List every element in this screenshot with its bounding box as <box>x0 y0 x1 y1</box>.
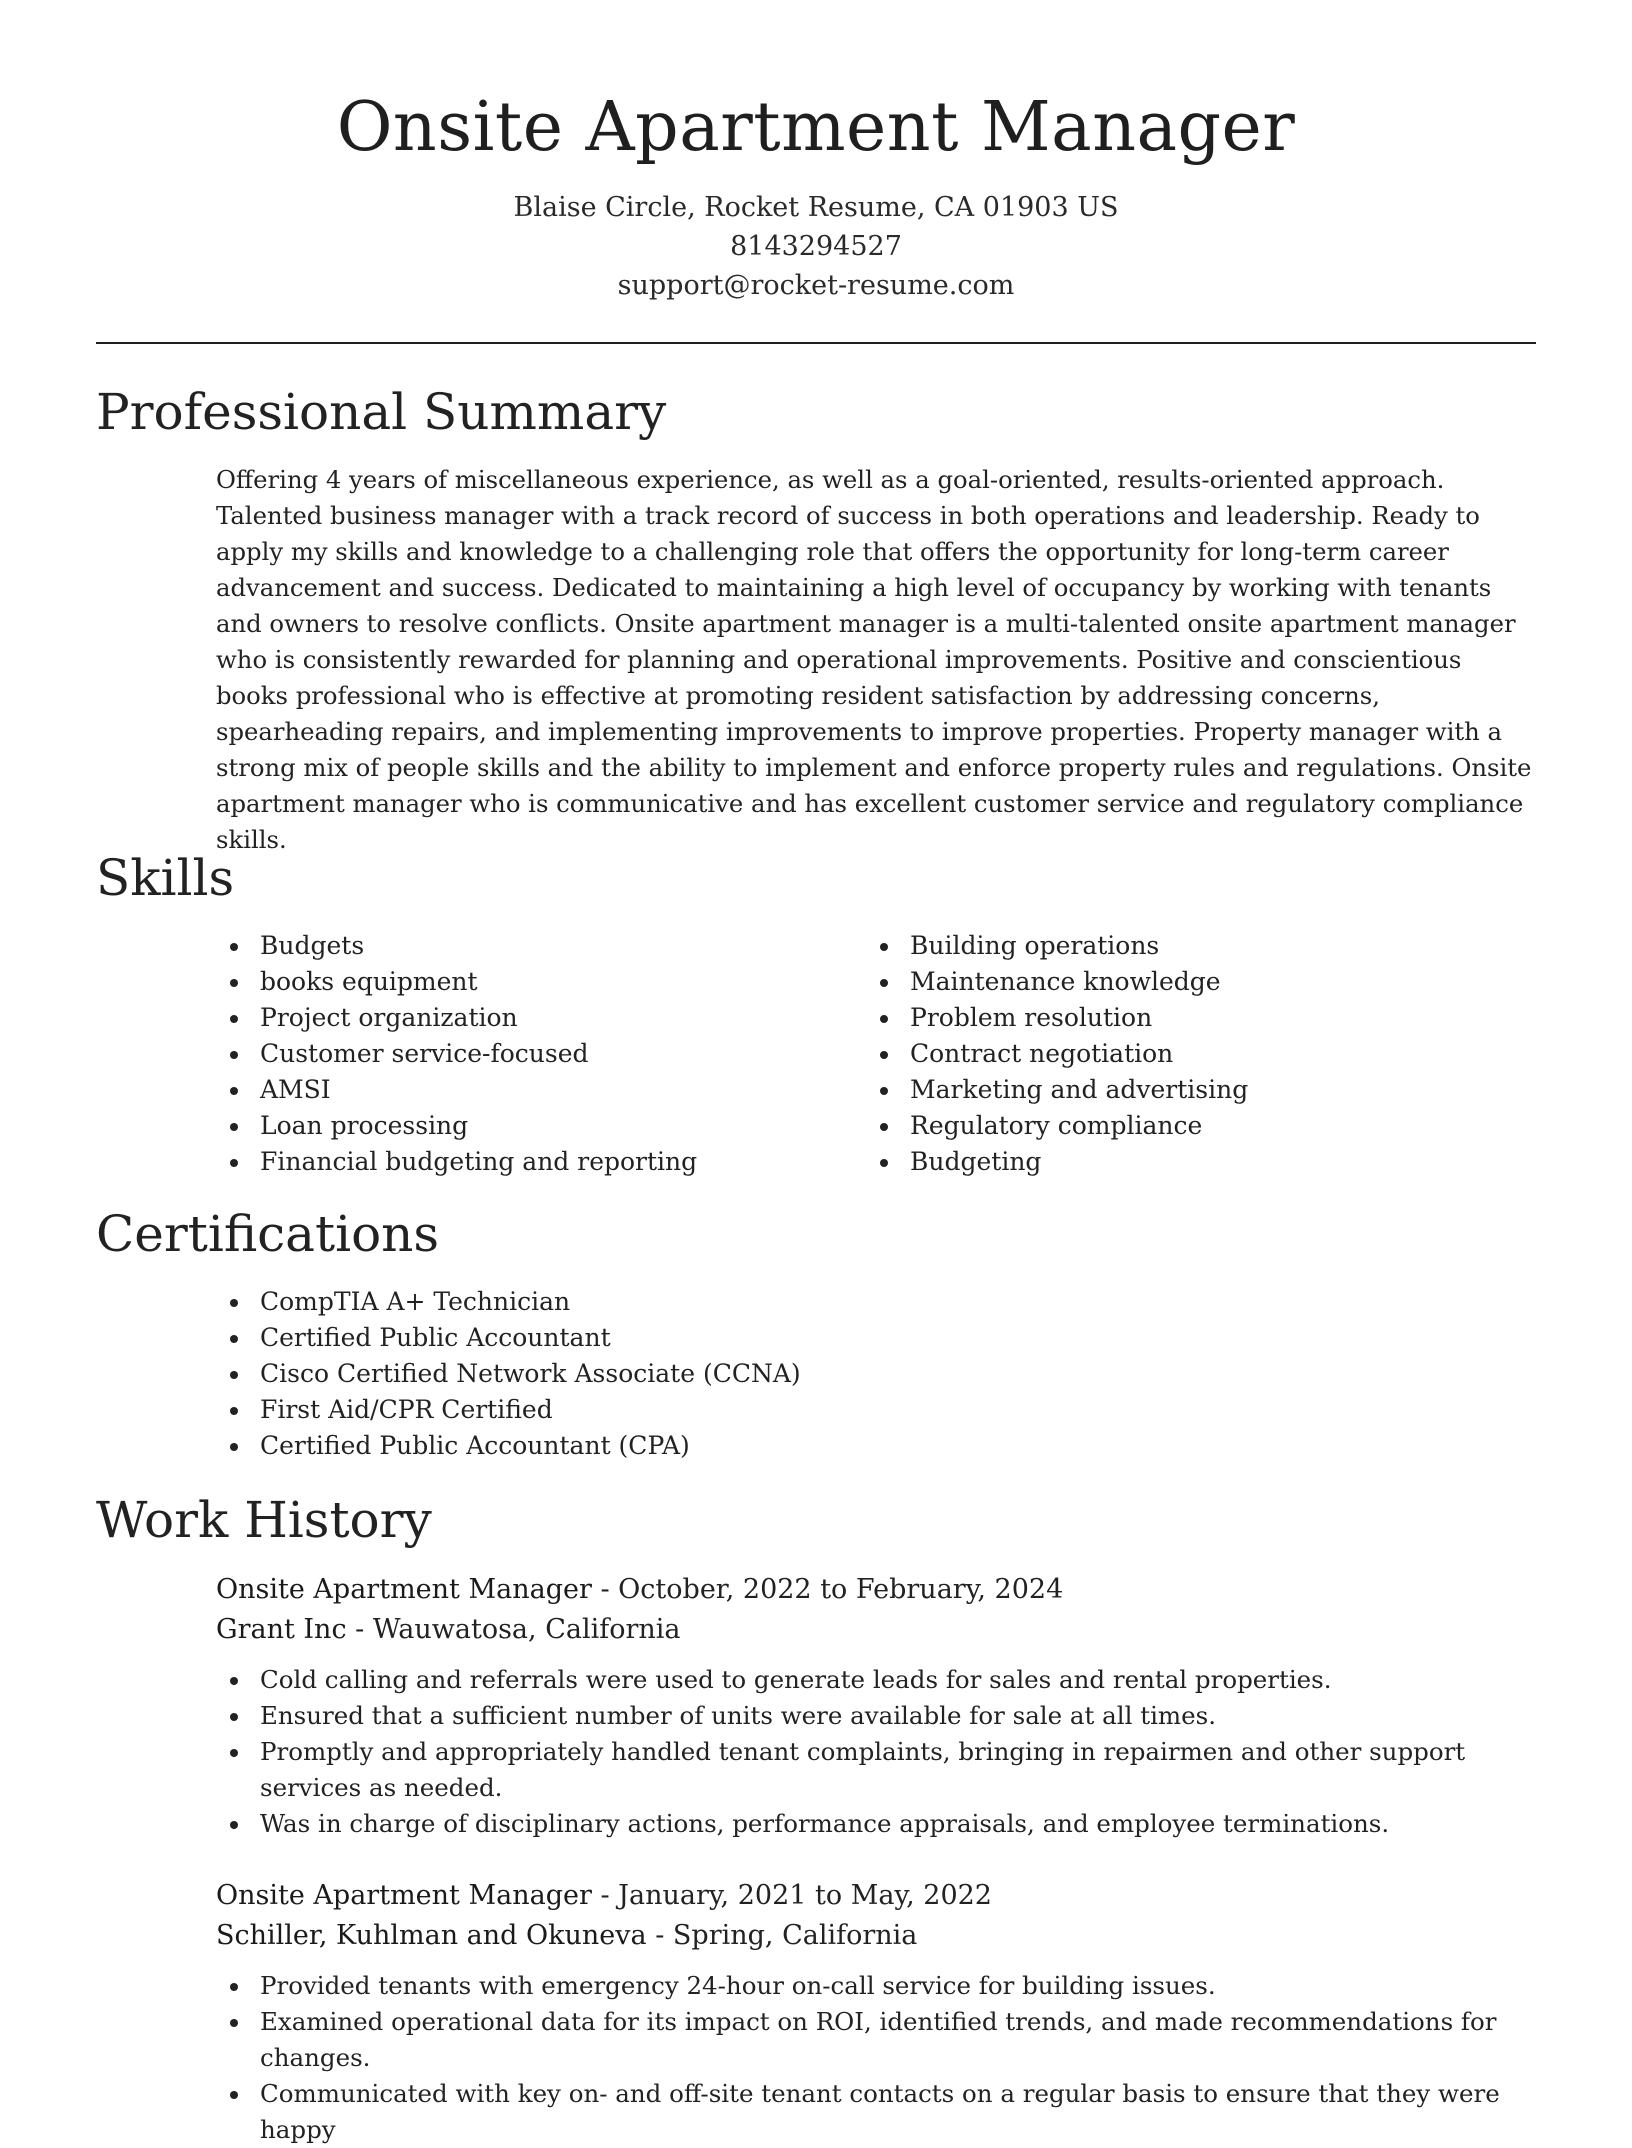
skill-item: Customer service-focused <box>216 1036 816 1072</box>
job-bullet: Communicated with key on- and off-site tenant contacts on a regular basis to ensure that they were happy <box>216 2076 1536 2148</box>
summary-text: Offering 4 years of miscellaneous experience, as well as a goal-oriented, results-oriented approach. Talented business manager with a track record of success in both operations and leadership. Ready to apply my skills and knowledge to a challenging role that offers the opportunity for long-term career advancement and success. Dedicated to maintaining a high level of occupancy by working with tenants and owners to resolve conflicts. Onsite apartment manager is a multi-talented onsite apartment manager who is consistently rewarded for planning and operational improvements. Positive and conscientious books professional who is effective at promoting resident satisfaction by addressing concerns, spearheading repairs, and implementing improvements to improve properties. Property manager with a strong mix of people skills and the ability to implement and enforce property rules and regulations. Onsite apartment manager who is communicative and has excellent customer service and regulatory compliance skills. <box>216 465 1532 854</box>
job-entry <box>216 1876 1536 2148</box>
certification-item: CompTIA A+ Technician <box>216 1284 1116 1320</box>
certification-item: First Aid/CPR Certified <box>216 1392 1116 1428</box>
job-dates: January, 2021 to May, 2022 <box>618 1880 992 1911</box>
job-company: Grant Inc <box>216 1614 347 1645</box>
job-bullet: Promptly and appropriately handled tenant complaints, bringing in repairmen and other support services as needed. <box>216 1734 1536 1806</box>
job-location: Wauwatosa, California <box>372 1614 681 1645</box>
job-location: Spring, California <box>672 1920 918 1951</box>
job-bullet: Cold calling and referrals were used to generate leads for sales and rental properties. <box>216 1662 1536 1698</box>
work-history-heading: Work History <box>96 1491 432 1549</box>
contact-email: support@rocket-resume.com <box>617 270 1015 301</box>
job-title-line: Onsite Apartment Manager - October, 2022 to February, 2024 <box>216 1574 1064 1605</box>
skill-item: Budgeting <box>866 1144 1466 1180</box>
job-bullet: Was in charge of disciplinary actions, performance appraisals, and employee terminations. <box>216 1806 1536 1842</box>
certification-item: Cisco Certified Network Associate (CCNA) <box>216 1356 1116 1392</box>
job-company-line: Grant Inc - Wauwatosa, California <box>216 1614 681 1645</box>
summary-heading: Professional Summary <box>96 383 667 441</box>
skill-item: Contract negotiation <box>866 1036 1466 1072</box>
job-company-line: Schiller, Kuhlman and Okuneva - Spring, California <box>216 1920 918 1951</box>
skill-item: AMSI <box>216 1072 816 1108</box>
contact-info <box>0 188 1632 305</box>
certification-item: Certified Public Accountant <box>216 1320 1116 1356</box>
job-bullet: Provided tenants with emergency 24-hour on-call service for building issues. <box>216 1968 1536 2004</box>
job-role: Onsite Apartment Manager <box>216 1574 592 1605</box>
skill-item: Financial budgeting and reporting <box>216 1144 816 1180</box>
skill-item: Project organization <box>216 1000 816 1036</box>
contact-phone: 8143294527 <box>730 231 902 262</box>
skill-item: Maintenance knowledge <box>866 964 1466 1000</box>
skill-item: books equipment <box>216 964 816 1000</box>
job-bullets <box>216 1968 1536 2148</box>
certification-item: Certified Public Accountant (CPA) <box>216 1428 1116 1464</box>
skills-list-left <box>216 928 816 1180</box>
resume-header <box>0 88 1632 305</box>
header-divider <box>96 342 1536 344</box>
certifications-heading: Certifications <box>96 1205 440 1263</box>
skill-item: Marketing and advertising <box>866 1072 1466 1108</box>
certifications-list <box>216 1284 1116 1464</box>
skill-item: Loan processing <box>216 1108 816 1144</box>
skill-item: Regulatory compliance <box>866 1108 1466 1144</box>
job-bullets <box>216 1662 1536 1842</box>
job-company: Schiller, Kuhlman and Okuneva <box>216 1920 647 1951</box>
job-bullet: Examined operational data for its impact on ROI, identified trends, and made recommendations for changes. <box>216 2004 1536 2076</box>
skill-item: Problem resolution <box>866 1000 1466 1036</box>
job-bullet: Ensured that a sufficient number of units were available for sale at all times. <box>216 1698 1536 1734</box>
candidate-title: Onsite Apartment Manager <box>336 88 1296 167</box>
skill-item: Building operations <box>866 928 1466 964</box>
job-entry <box>216 1570 1536 1842</box>
job-dates: October, 2022 to February, 2024 <box>618 1574 1064 1605</box>
skills-heading: Skills <box>96 849 235 907</box>
job-title-line: Onsite Apartment Manager - January, 2021 to May, 2022 <box>216 1880 992 1911</box>
skills-list-right <box>866 928 1466 1180</box>
contact-address: Blaise Circle, Rocket Resume, CA 01903 US <box>513 192 1119 223</box>
skill-item: Budgets <box>216 928 816 964</box>
job-role: Onsite Apartment Manager <box>216 1880 592 1911</box>
